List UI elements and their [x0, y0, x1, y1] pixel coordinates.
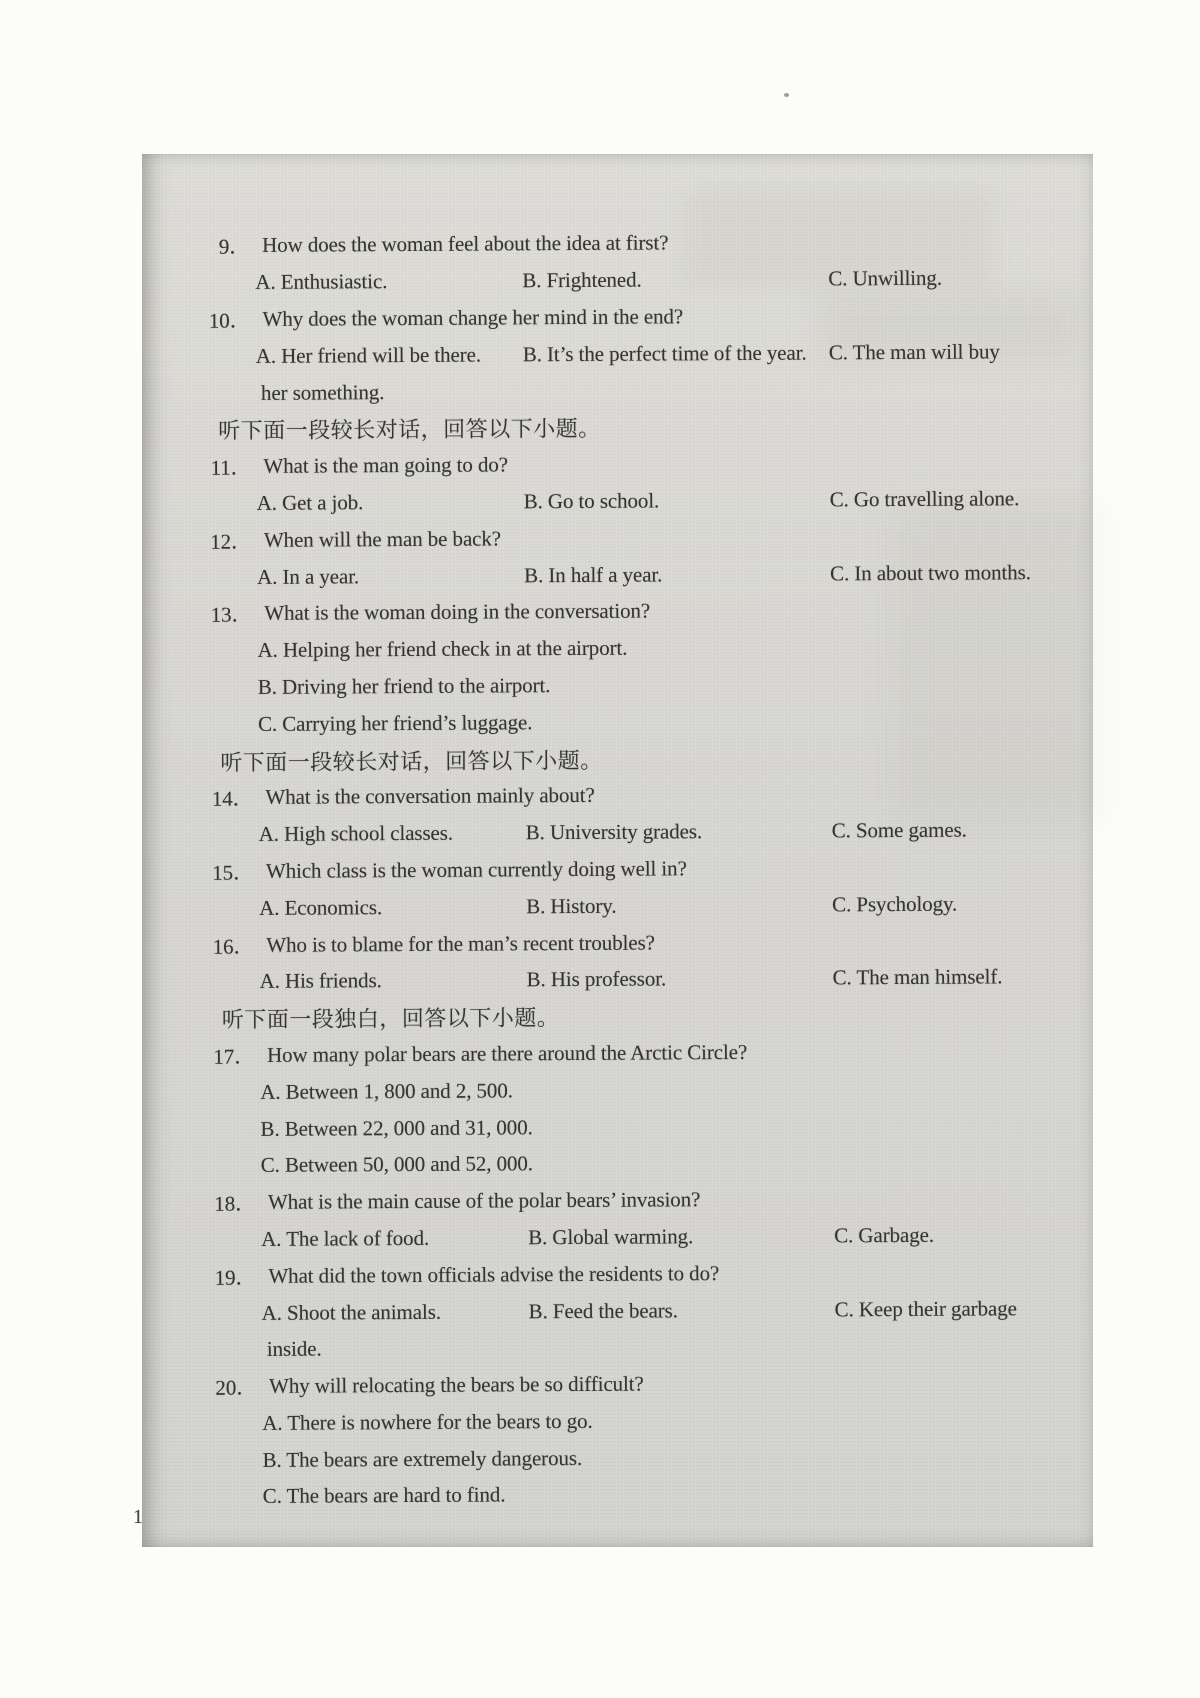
option: B. It’s the perfect time of the year.	[522, 340, 807, 367]
listening-direction	[145, 737, 1096, 780]
option: A. Enthusiastic.	[255, 269, 388, 295]
question-text: What is the woman doing in the conversation?	[264, 598, 651, 626]
option-line	[149, 1437, 1100, 1480]
question-text: Why will relocating the bears be so difficult?	[269, 1371, 644, 1398]
continuation-text: inside.	[266, 1336, 322, 1362]
question-text: What did the town officials advise the residents to do?	[268, 1260, 720, 1288]
options-row	[148, 1216, 1099, 1259]
option: B. Go to school.	[523, 488, 660, 514]
question-text: How does the woman feel about the idea at first?	[262, 230, 669, 258]
question-list	[142, 222, 1101, 1516]
question-line	[144, 590, 1095, 633]
question-number: 12．	[210, 529, 252, 554]
option: B. His professor.	[526, 966, 667, 992]
option: C. Garbage.	[834, 1222, 935, 1248]
options-row	[146, 885, 1097, 928]
continuation-text: her something.	[260, 379, 385, 405]
option: A. His friends.	[259, 968, 382, 994]
option-line	[144, 627, 1095, 670]
question-text: What is the man going to do?	[263, 452, 509, 479]
option-continuation	[149, 1326, 1100, 1369]
option: A. Economics.	[259, 894, 383, 920]
option-line	[147, 1105, 1098, 1148]
option: A. Between 1, 800 and 2, 500.	[260, 1078, 513, 1104]
option: B. Feed the bears.	[528, 1297, 678, 1323]
question-line	[143, 443, 1094, 486]
question-line	[142, 296, 1093, 339]
option: A. High school classes.	[258, 820, 454, 847]
question-line	[142, 222, 1093, 265]
question-line	[148, 1253, 1099, 1296]
option-line	[147, 1069, 1098, 1112]
direction-text: 听下面一段较长对话，回答以下小题。	[220, 747, 603, 775]
option: B. The bears are extremely dangerous.	[262, 1445, 583, 1472]
exam-page	[133, 154, 1093, 1547]
option: B. Between 22, 000 and 31, 000.	[260, 1114, 533, 1141]
question-text: Why does the woman change her mind in the end?	[262, 304, 684, 331]
option-continuation	[143, 369, 1094, 412]
question-line	[147, 1032, 1098, 1075]
question-number: 19．	[214, 1265, 257, 1290]
option: C. Psychology.	[832, 891, 958, 917]
options-row	[143, 333, 1094, 376]
option: C. Between 50, 000 and 52, 000.	[260, 1151, 533, 1178]
question-text: What is the conversation mainly about?	[265, 783, 595, 810]
option: C. Go travelling alone.	[829, 486, 1020, 512]
option: B. Frightened.	[522, 267, 642, 293]
option-line	[149, 1400, 1100, 1443]
direction-text: 听下面一段独白，回答以下小题。	[221, 1005, 560, 1033]
option-line	[145, 664, 1096, 707]
question-number: 11．	[210, 455, 252, 480]
option-line	[145, 701, 1096, 744]
option: A. Get a job.	[256, 490, 364, 515]
direction-text: 听下面一段较长对话，回答以下小题。	[218, 416, 601, 444]
option: C. The bears are hard to find.	[262, 1482, 506, 1509]
option: B. Global warming.	[528, 1224, 694, 1250]
option-line	[150, 1473, 1101, 1516]
options-row	[142, 259, 1093, 302]
option: A. Her friend will be there.	[255, 342, 482, 368]
option: A. Helping her friend check in at the airport.	[257, 635, 628, 663]
question-line	[146, 921, 1097, 964]
option: C. The man will buy	[828, 339, 1000, 365]
options-row	[149, 1289, 1100, 1332]
question-line	[149, 1363, 1100, 1406]
option: C. Unwilling.	[828, 265, 943, 291]
question-number: 18．	[214, 1191, 257, 1216]
option: A. Shoot the animals.	[261, 1299, 442, 1325]
question-text: Which class is the woman currently doing well in?	[265, 856, 687, 883]
option-line	[148, 1142, 1099, 1185]
question-line	[144, 517, 1095, 560]
question-number: 9．	[218, 234, 251, 260]
question-number: 14．	[211, 786, 254, 812]
options-row	[146, 958, 1097, 1001]
option: B. University grades.	[525, 819, 703, 845]
option: A. In a year.	[257, 563, 360, 589]
question-line	[145, 774, 1096, 817]
option: B. History.	[526, 893, 617, 919]
scan-speck	[784, 93, 789, 97]
options-row	[144, 480, 1095, 523]
page-number: 1	[133, 1506, 143, 1528]
options-row	[146, 811, 1097, 854]
option: C. Carrying her friend’s luggage.	[257, 709, 533, 736]
listening-direction	[143, 406, 1094, 449]
option: A. There is nowhere for the bears to go.	[262, 1408, 593, 1435]
option: B. Driving her friend to the airport.	[257, 673, 551, 699]
option: C. The man himself.	[832, 964, 1003, 990]
question-text: How many polar bears are there around the Arctic Circle?	[266, 1039, 748, 1067]
question-number: 13．	[210, 602, 253, 628]
options-row	[144, 553, 1095, 596]
option: C. Some games.	[831, 817, 967, 843]
question-line	[148, 1179, 1099, 1222]
option: C. In about two months.	[830, 559, 1031, 585]
question-text: Who is to blame for the man’s recent troubles?	[266, 930, 655, 957]
question-text: What is the main cause of the polar bears’ invasion?	[267, 1187, 701, 1214]
question-number: 15．	[212, 860, 255, 885]
listening-direction	[147, 995, 1098, 1038]
option: C. Keep their garbage	[834, 1295, 1017, 1321]
option: A. The lack of food.	[261, 1225, 430, 1251]
question-text: When will the man be back?	[263, 526, 502, 552]
question-number: 17．	[213, 1044, 256, 1069]
question-number: 16．	[212, 933, 255, 959]
question-number: 10．	[208, 308, 251, 333]
question-line	[146, 848, 1097, 891]
option: B. In half a year.	[524, 562, 663, 587]
question-number: 20．	[215, 1375, 258, 1400]
